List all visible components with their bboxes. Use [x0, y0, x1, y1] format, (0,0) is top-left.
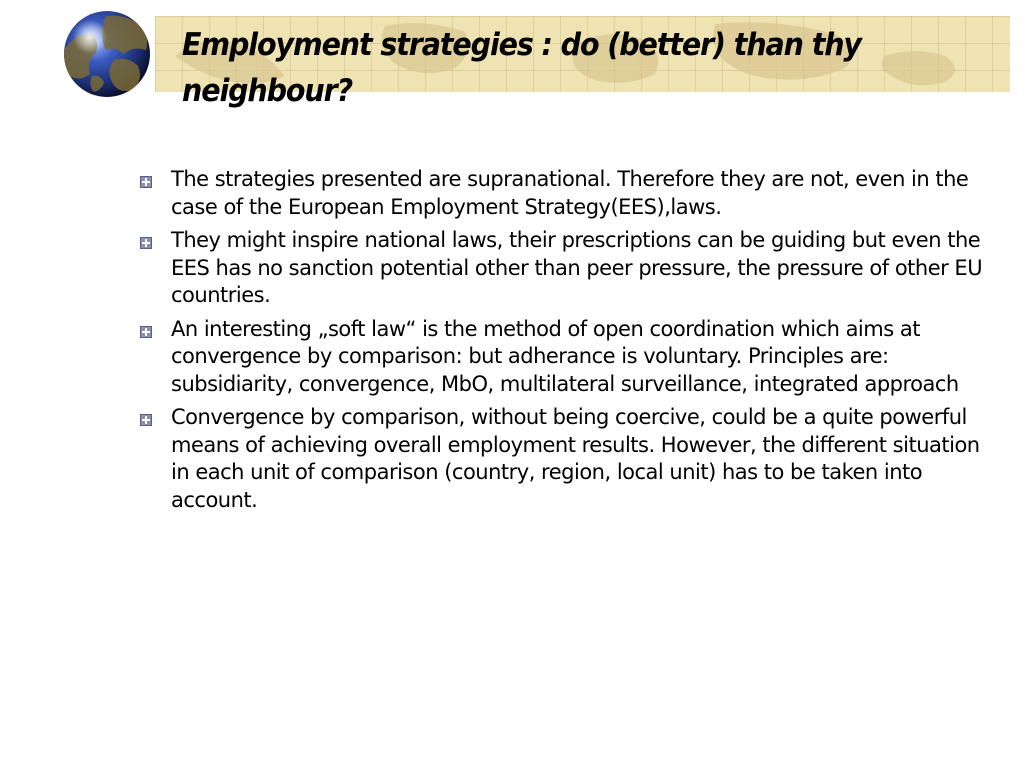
slide-title: Employment strategies : do (better) than thy neighbour?	[182, 27, 861, 109]
bullet-square-icon	[140, 237, 152, 249]
bullet-square-icon	[140, 176, 152, 188]
bullet-item	[140, 316, 988, 399]
bullet-square-icon	[140, 414, 152, 426]
bullet-list	[140, 166, 988, 520]
bullet-text: Convergence by comparison, without being coercive, could be a quite powerful means of achieving overall employment results. However, the different situation in each unit of comparison (country, region, local unit) has to be taken into account.	[171, 405, 980, 512]
bullet-item	[140, 404, 988, 514]
bullet-text: An interesting „soft law“ is the method of open coordination which aims at convergence by comparison: but adherance is voluntary. Principles are: subsidiarity, convergence, MbO, multilateral surveillance, integrated approach	[171, 316, 959, 396]
globe-icon	[62, 10, 152, 98]
bullet-text: They might inspire national laws, their prescriptions can be guiding but even the EES has no sanction potential other than peer pressure, the pressure of other EU countries.	[171, 228, 983, 307]
bullet-text: The strategies presented are supranational. Therefore they are not, even in the case of the European Employment Strategy(EES),laws.	[171, 167, 969, 219]
bullet-item	[140, 166, 988, 221]
bullet-item	[140, 227, 988, 310]
bullet-square-icon	[140, 326, 152, 338]
